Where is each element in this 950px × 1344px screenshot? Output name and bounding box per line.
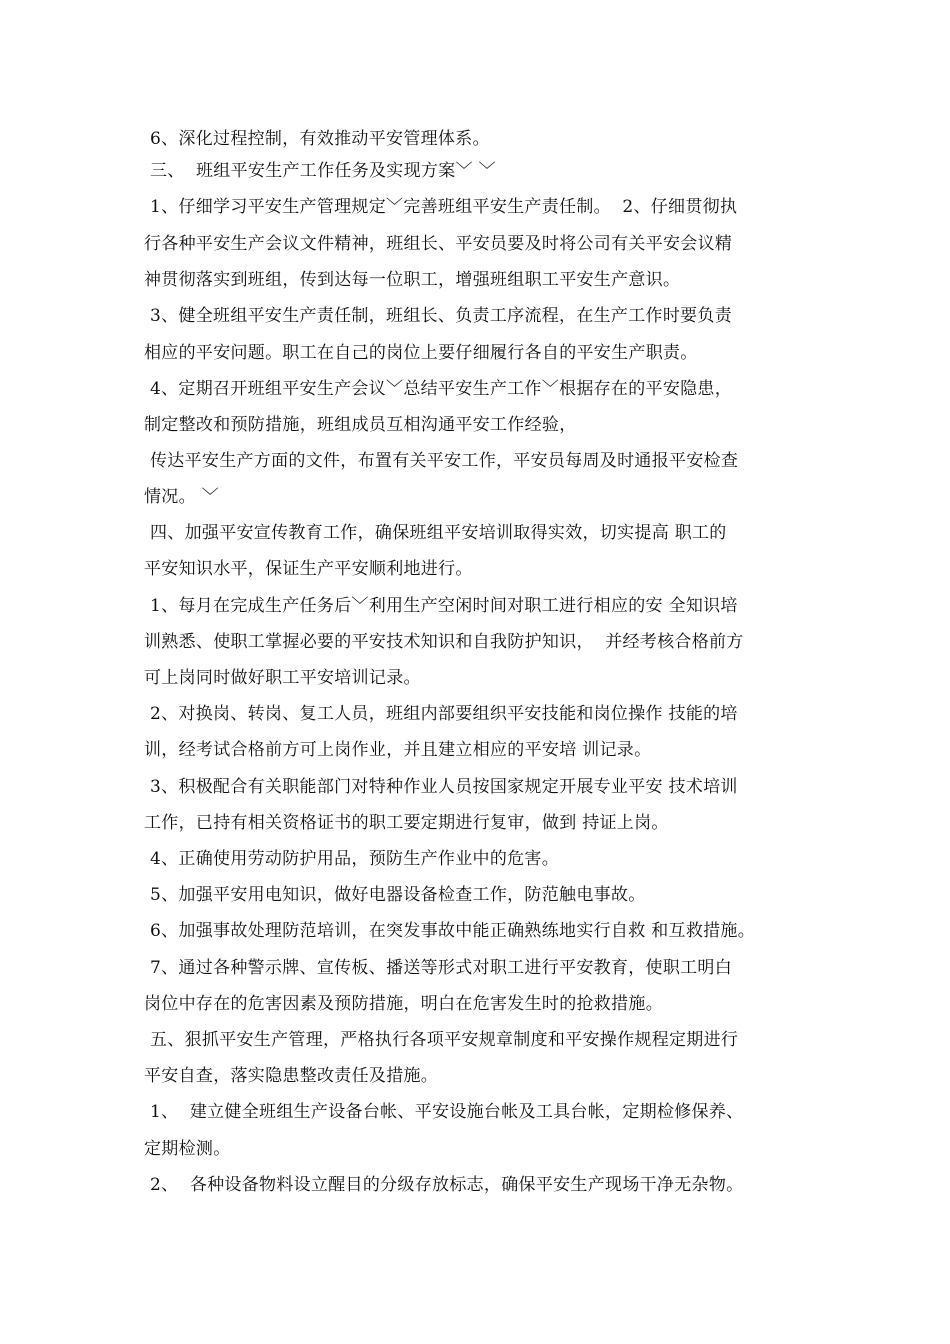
text-line: 传达平安生产方面的文件，布置有关平安工作，平安员每周及时通报平安检查 bbox=[150, 451, 739, 471]
text-line: 6、深化过程控制，有效推动平安管理体系。 bbox=[150, 129, 490, 149]
text-line: 神贯彻落实到班组，传到达每一位职工，增强班组职工平安生产意识。 bbox=[144, 270, 681, 290]
text-line: 训熟悉、使职工掌握必要的平安技术知识和自我防护知识， 并经考核合格前方 bbox=[144, 632, 744, 652]
text-line: 定期检测。 bbox=[144, 1139, 231, 1159]
text-line: 行各种平安生产会议文件精神，班组长、平安员要及时将公司有关平安会议精 bbox=[144, 234, 733, 254]
text-line: 3、健全班组平安生产责任制，班组长、负责工序流程，在生产工作时要负责 bbox=[150, 306, 733, 326]
text-line: 相应的平安问题。职工在自己的岗位上要仔细履行各自的平安生产职责。 bbox=[144, 343, 698, 363]
text-line: 岗位中存在的危害因素及预防措施，明白在危害发生时的抢救措施。 bbox=[144, 994, 663, 1014]
text-line: 7、通过各种警示牌、宣传板、播送等形式对职工进行平安教育，使职工明白 bbox=[150, 958, 733, 978]
text-line: 1、 建立健全班组生产设备台帐、平安设施台帐及工具台帐，定期检修保养、 bbox=[150, 1102, 744, 1122]
text-line: 可上岗同时做好职工平安培训记录。 bbox=[144, 668, 421, 688]
text-line: 4、定期召开班组平安生产会议﹀总结平安生产工作﹀根据存在的平安隐患， bbox=[150, 379, 733, 399]
text-line: 制定整改和预防措施，班组成员互相沟通平安工作经验， bbox=[144, 415, 577, 435]
section-heading: 五、狠抓平安生产管理，严格执行各项平安规章制度和平安操作规程定期进行 bbox=[150, 1030, 739, 1050]
text-line: 3、积极配合有关职能部门对特种作业人员按国家规定开展专业平安 技术培训 bbox=[150, 777, 738, 797]
text-line: 平安知识水平，保证生产平安顺利地进行。 bbox=[144, 559, 473, 579]
text-line: 工作，已持有相关资格证书的职工要定期进行复审，做到 持证上岗。 bbox=[144, 813, 669, 833]
text-line: 1、仔细学习平安生产管理规定﹀完善班组平安生产责任制。 2、仔细贯彻执 bbox=[150, 197, 738, 217]
text-line: 训，经考试合格前方可上岗作业，并且建立相应的平安培 训记录。 bbox=[144, 740, 652, 760]
text-line: 2、 各种设备物料设立醒目的分级存放标志，确保平安生产现场干净无杂物。 bbox=[150, 1175, 744, 1195]
text-line: 1、每月在完成生产任务后﹀利用生产空闲时间对职工进行相应的安 全知识培 bbox=[150, 596, 738, 616]
text-line: 2、对换岗、转岗、复工人员，班组内部要组织平安技能和岗位操作 技能的培 bbox=[150, 704, 738, 724]
section-heading: 四、加强平安宣传教育工作，确保班组平安培训取得实效，切实提高 职工的 bbox=[150, 523, 727, 543]
text-line: 4、正确使用劳动防护用品，预防生产作业中的危害。 bbox=[150, 849, 560, 869]
section-heading: 三、 班组平安生产工作任务及实现方案﹀ ﹀ bbox=[150, 161, 496, 181]
text-line: 6、加强事故处理防范培训，在突发事故中能正确熟练地实行自救 和互救措施。 bbox=[150, 921, 756, 941]
text-line: 平安自查，落实隐患整改责任及措施。 bbox=[144, 1066, 439, 1086]
text-line: 5、加强平安用电知识，做好电器设备检查工作，防范触电事故。 bbox=[150, 885, 646, 905]
text-line: 情况。 ﹀ bbox=[144, 487, 219, 507]
